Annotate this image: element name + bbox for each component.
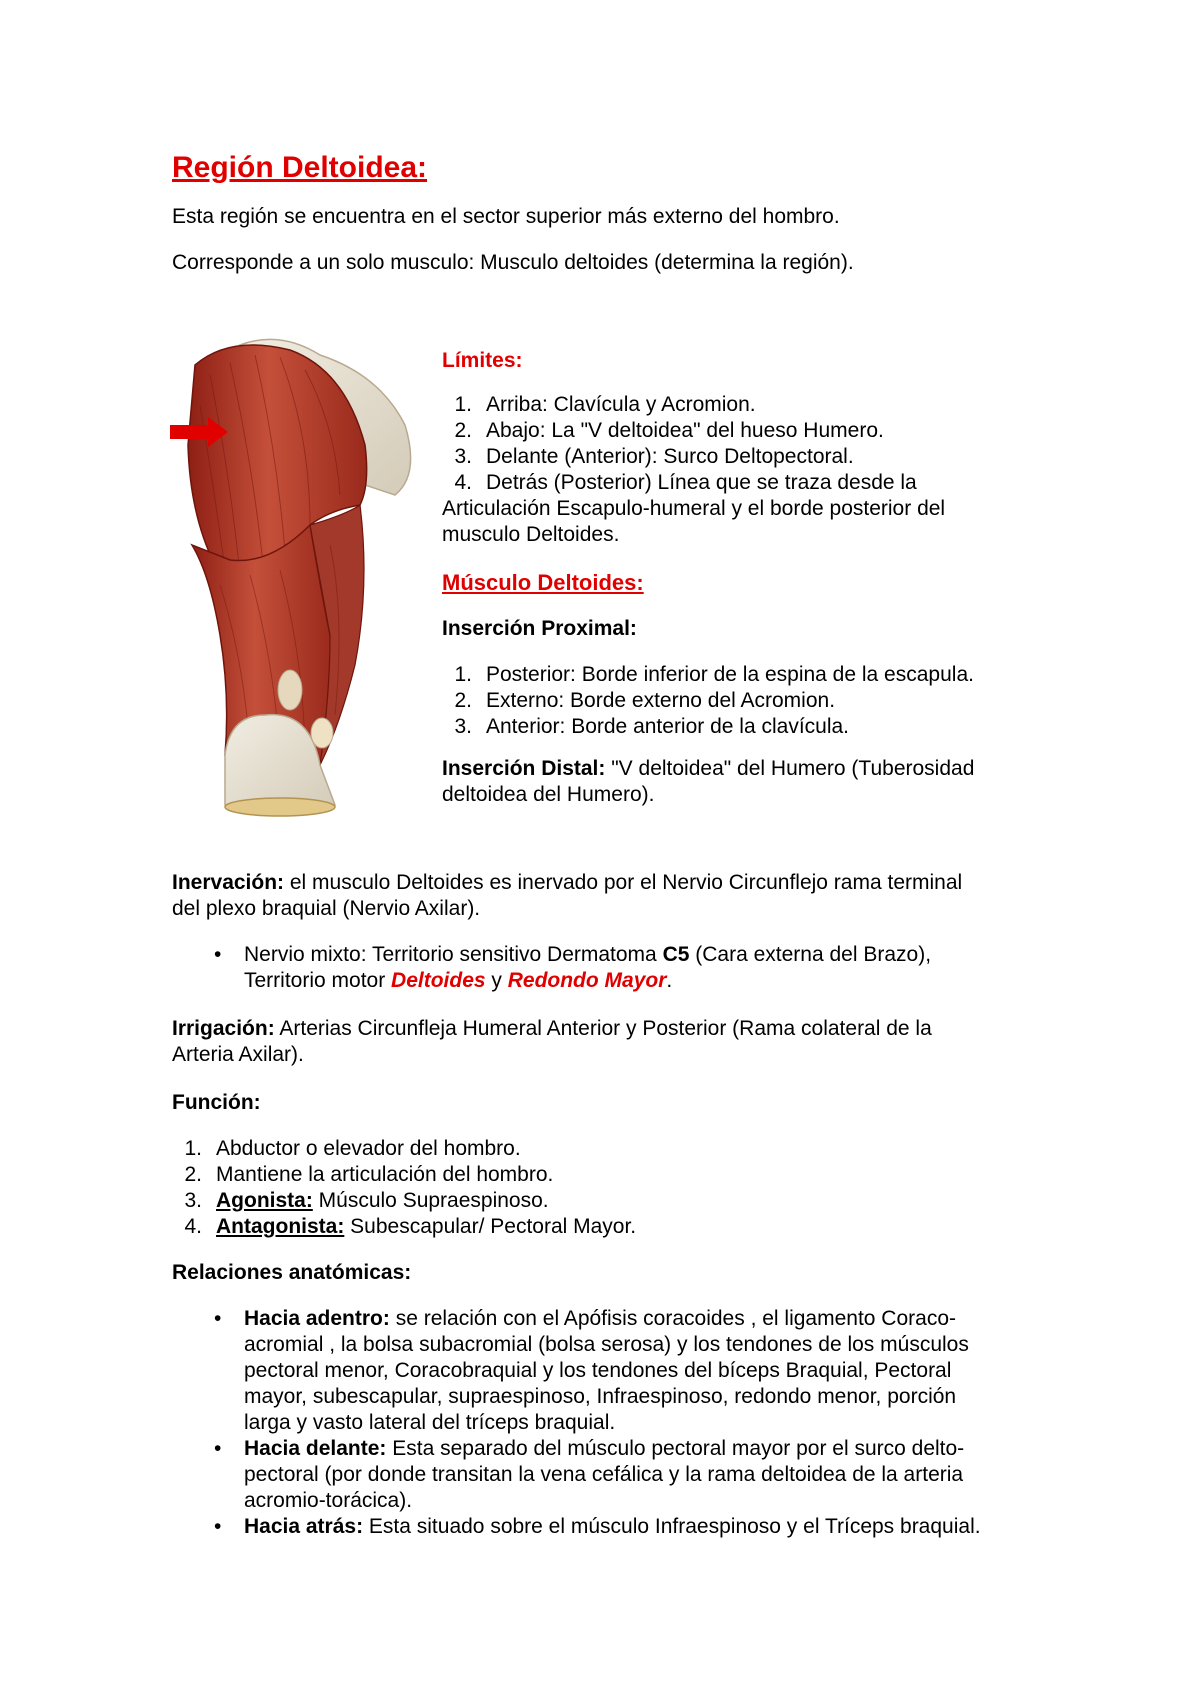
arm-muscle-svg	[170, 335, 420, 825]
musculo-heading: Músculo Deltoides:	[442, 570, 644, 595]
list-item: 2. Mantiene la articulación del hombro.	[184, 1163, 554, 1186]
limites-heading: Límites:	[442, 349, 523, 372]
distal-line-1: Inserción Distal: "V deltoidea" del Humero (Tuberosidad	[442, 757, 975, 780]
intro-line-2: Corresponde a un solo musculo: Musculo deltoides (determina la región).	[172, 251, 854, 274]
page-title: Región Deltoidea:	[172, 151, 428, 184]
irrigacion-line-1: Irrigación: Arterias Circunfleja Humeral Anterior y Posterior (Rama colateral de la	[172, 1017, 932, 1040]
list-item: 1. Posterior: Borde inferior de la espina de la escapula.	[454, 663, 974, 686]
funcion-heading: Función:	[172, 1091, 261, 1114]
list-item: 3. Anterior: Borde anterior de la clavícula.	[454, 715, 850, 738]
list-item: 1. Abductor o elevador del hombro.	[184, 1137, 521, 1160]
relaciones-heading: Relaciones anatómicas:	[172, 1261, 412, 1284]
list-item: 3. Agonista: Músculo Supraespinoso.	[184, 1189, 549, 1212]
list-item: • Hacia adentro: se relación con el Apófisis coracoides , el ligamento Coraco- acromial , la bolsa subacromial (bolsa serosa) y los tendones de los músculos pectoral menor, Coracobraquial y los tendones del bíceps Braquial, Pectoral mayor, subescapular, supraespinoso, Infraespinoso, redondo menor, porción larga y vasto lateral del tríceps braquial.	[214, 1307, 969, 1434]
limites-item4-cont-2: musculo Deltoides.	[442, 523, 620, 546]
distal-line-2: deltoidea del Humero).	[442, 783, 655, 806]
limites-item4-cont-1: Articulación Escapulo-humeral y el borde posterior del	[442, 497, 946, 520]
list-item: 1. Arriba: Clavícula y Acromion.	[454, 393, 756, 416]
inervacion-bullet: • Nervio mixto: Territorio sensitivo Dermatoma C5 (Cara externa del Brazo), Territorio motor Deltoides y Redondo Mayor.	[214, 943, 932, 992]
list-item: 2. Externo: Borde externo del Acromion.	[454, 689, 836, 712]
proximal-list	[414, 662, 1114, 740]
inervacion-line-2: del plexo braquial (Nervio Axilar).	[172, 897, 481, 920]
proximal-heading: Inserción Proximal:	[442, 617, 637, 640]
intro-line-1: Esta región se encuentra en el sector superior más externo del hombro.	[172, 205, 840, 228]
relaciones-list	[172, 1306, 1092, 1540]
list-item: 2. Abajo: La "V deltoidea" del hueso Humero.	[454, 419, 884, 442]
funcion-list	[144, 1136, 1044, 1240]
irrigacion-line-2: Arteria Axilar).	[172, 1043, 304, 1066]
list-item: 3. Delante (Anterior): Surco Deltopectoral.	[454, 445, 854, 468]
inervacion-line-1: Inervación: el musculo Deltoides es inervado por el Nervio Circunflejo rama terminal	[172, 871, 963, 894]
limites-list	[414, 392, 1114, 496]
list-item: • Hacia delante: Esta separado del músculo pectoral mayor por el surco delto- pectoral (por donde transitan la vena cefálica y la rama deltoidea de la arteria acromio-torácica).	[214, 1437, 965, 1512]
list-item: 4. Detrás (Posterior) Línea que se traza desde la	[454, 471, 917, 494]
list-item: • Hacia atrás: Esta situado sobre el músculo Infraespinoso y el Tríceps braquial.	[214, 1515, 981, 1538]
list-item: 4. Antagonista: Subescapular/ Pectoral Mayor.	[184, 1215, 637, 1238]
arm-muscle-illustration-icon	[170, 335, 420, 825]
